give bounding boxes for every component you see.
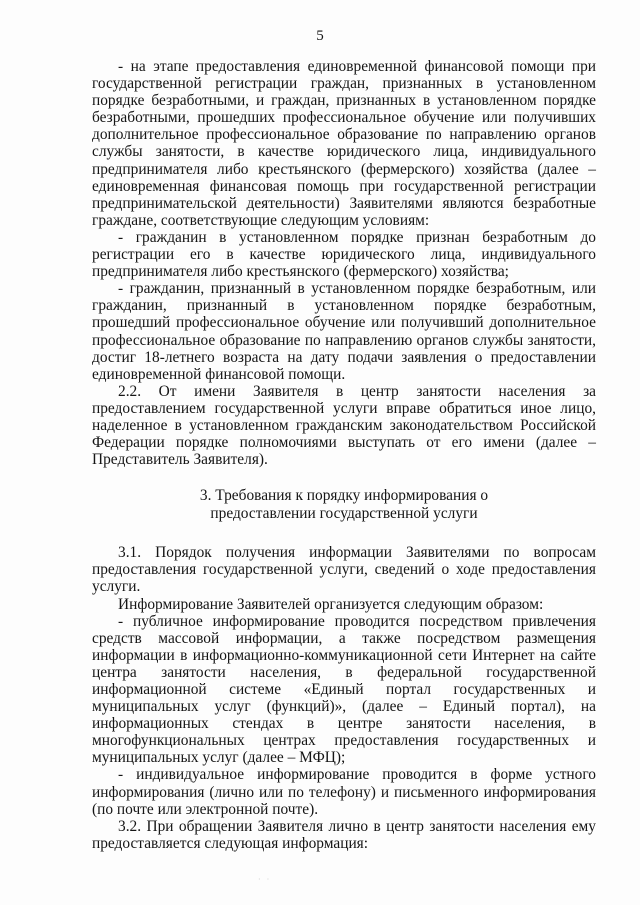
- paragraph-3-1-information-procedure: 3.1. Порядок получения информации Заявителями по вопросам предоставления государственной услуги, сведений о ходе предоставления услуги.: [92, 544, 596, 596]
- page-number: 5: [316, 28, 324, 44]
- section-3-heading-line-2: предоставлении государственной услуги: [210, 504, 478, 522]
- section-3-heading: [92, 487, 596, 522]
- paragraph-public-informing: - публичное информирование проводится посредством привлечения средств массовой информации, а также посредством размещения информации в информационно-коммуникационной сети Интернет на сайте центра занятости населения, в федеральной государственной информационной системе «Единый портал государственных и муниципальных услуг (функций)», (далее – Единый портал), на информационных стендах в центре занятости населения, в многофункциональных центрах предоставления государственных и муниципальных услуг (далее – МФЦ);: [92, 612, 596, 767]
- paragraph-3-2-in-person-request: 3.2. При обращении Заявителя лично в центр занятости населения ему предоставляется следующая информация:: [92, 817, 596, 852]
- paragraph-2-2-representative: 2.2. От имени Заявителя в центр занятости населения за предоставлением государственной услуги вправе обратиться иное лицо, наделенное в установленном гражданским законодательством Российской Федерации порядке полномочиями выступать от его имени (далее – Представитель Заявителя).: [92, 382, 596, 469]
- document-body: [92, 58, 596, 852]
- paragraph-condition-registered-unemployed: - гражданин в установленном порядке признан безработным до регистрации его в качестве юридического лица, индивидуального предпринимателя либо крестьянского (фермерского) хозяйства;: [92, 228, 596, 281]
- scan-smudge-mark: · ·: [258, 875, 270, 884]
- paragraph-individual-informing: - индивидуальное информирование проводится в форме устного информирования (лично или по телефону) и письменного информирования (по почте или электронной почте).: [92, 766, 596, 818]
- paragraph-lump-sum-aid-applicants: - на этапе предоставления единовременной финансовой помощи при государственной регистрации граждан, признанных в установленном порядке безработными, и граждан, признанных в установленном порядке безработными, прошедших профессиональное обучение или получивших дополнительное профессиональное образование по направлению органов службы занятости, в качестве юридического лица, индивидуального предпринимателя либо крестьянского (фермерского) хозяйства (далее – единовременная финансовая помощь при государственной регистрации предпринимательской деятельности) Заявителями являются безработные граждане, соответствующие следующим условиям:: [92, 58, 596, 229]
- section-3-heading-line-1: 3. Требования к порядку информирования о: [199, 487, 489, 505]
- paragraph-condition-age-18: - гражданин, признанный в установленном порядке безработным, или гражданин, признанный в установленном порядке безработным, прошедший профессиональное обучение или получивший дополнительное профессиональное образование по направлению органов службы занятости, достиг 18-летнего возраста на дату подачи заявления о предоставлении единовременной финансовой помощи.: [92, 280, 596, 383]
- paragraph-informing-organization: Информирование Заявителей организуется следующим образом:: [118, 595, 544, 613]
